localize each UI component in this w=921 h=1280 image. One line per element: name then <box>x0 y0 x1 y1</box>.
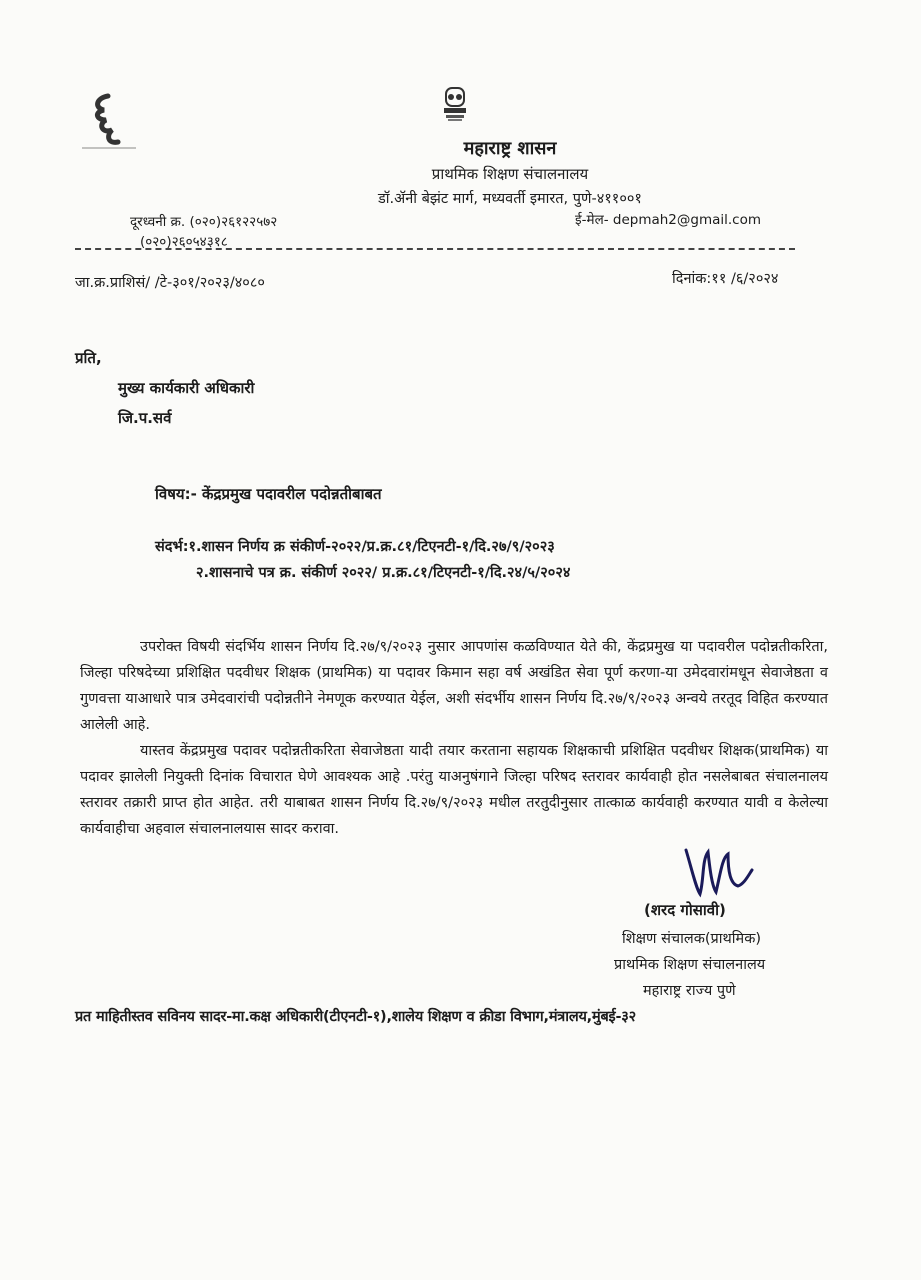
office-address: डॉ.ॲनी बेझंट मार्ग, मध्यवर्ती इमारत, पुणे-४११००१ <box>378 191 642 207</box>
letter-reference-number: जा.क्र.प्राशिसं/ /टे-३०१/२०२३/४०८० <box>75 275 265 291</box>
office-name: प्राथमिक शिक्षण संचालनालय <box>431 165 589 183</box>
signatory-office: प्राथमिक शिक्षण संचालनालय <box>614 957 766 973</box>
letter-body <box>80 634 828 842</box>
copy-forwarded-to: प्रत माहितीस्तव सविनय सादर-मा.कक्ष अधिकारी(टीएनटी-१),शालेय शिक्षण व क्रीडा विभाग,मंत्रालय,मुंबई-३२ <box>75 1009 636 1025</box>
body-paragraph-2: यास्तव केंद्रप्रमुख पदावर पदोन्नतीकरिता सेवाजेष्ठता यादी तयार करताना सहायक शिक्षकाची प्रशिक्षित पदवीधर शिक्षक(प्राथमिक) या पदावर झालेली नियुक्ती दिनांक विचारात घेणे आवश्यक आहे .परंतु याअनुषंगाने जिल्हा परिषद स्तरावर कार्यवाही होत नसलेबाबत संचालनालय स्तरावर तक्रारी प्राप्त होत आहेत. तरी याबाबत शासन निर्णय दि.२७/९/२०२३ मधील तरतुदीनुसार तात्काळ कार्यवाही करण्यात यावी व केलेल्या कार्यवाहीचा अहवाल संचालनालयास सादर करावा. <box>80 743 828 837</box>
header-divider <box>75 248 795 250</box>
body-paragraph-1: उपरोक्त विषयी संदर्भिय शासन निर्णय दि.२७/९/२०२३ नुसार आपणांस कळविण्यात येते की, केंद्रप्रमुख या पदावरील पदोन्नतीकरिता, जिल्हा परिषदेच्या प्रशिक्षित पदवीधर शिक्षक (प्राथमिक) या पदावर किमान सहा वर्ष अखंडित सेवा पूर्ण करणा-या उमेदवारांमधून सेवाजेष्ठता व गुणवत्ता याआधारे पात्र उमेदवारांची पदोन्नतीने नेमणूक करण्यात येईल, अशी संदर्भीय शासन निर्णय दि.२७/९/२०२३ अन्वये तरतूद विहित करण्यात आलेली आहे. <box>80 639 828 733</box>
department-logo-icon <box>78 90 140 152</box>
signature-image <box>678 840 758 902</box>
reference-line-2: २.शासनाचे पत्र क्र. संकीर्ण २०२२/ प्र.क्र.८१/टिएनटी-१/दि.२४/५/२०२४ <box>196 565 571 581</box>
signatory-place: महाराष्ट्र राज्य पुणे <box>643 983 736 999</box>
phone-number: दूरध्वनी क्र. (०२०)२६१२२५७२ <box>130 214 278 230</box>
recipient-salutation: प्रति, <box>75 349 102 367</box>
recipient-line-1: मुख्य कार्यकारी अधिकारी <box>118 379 255 397</box>
phone-number-2: (०२०)२६०५४३१८ <box>140 234 228 250</box>
reference-line-1: संदर्भ:१.शासन निर्णय क्र संकीर्ण-२०२२/प्र.क्र.८१/टिएनटी-१/दि.२७/९/२०२३ <box>155 539 555 555</box>
email-address: ई-मेल- depmah2@gmail.com <box>575 212 762 228</box>
government-title: महाराष्ट्र शासन <box>463 138 557 159</box>
signatory-designation: शिक्षण संचालक(प्राथमिक) <box>622 931 761 947</box>
letter-subject: विषय:- केंद्रप्रमुख पदावरील पदोन्नतीबाबत <box>155 485 382 503</box>
state-emblem-icon <box>440 84 470 124</box>
recipient-line-2: जि.प.सर्व <box>118 409 172 427</box>
letter-date: दिनांक:११ /६/२०२४ <box>672 271 779 287</box>
signatory-name: (शरद गोसावी) <box>644 901 726 919</box>
